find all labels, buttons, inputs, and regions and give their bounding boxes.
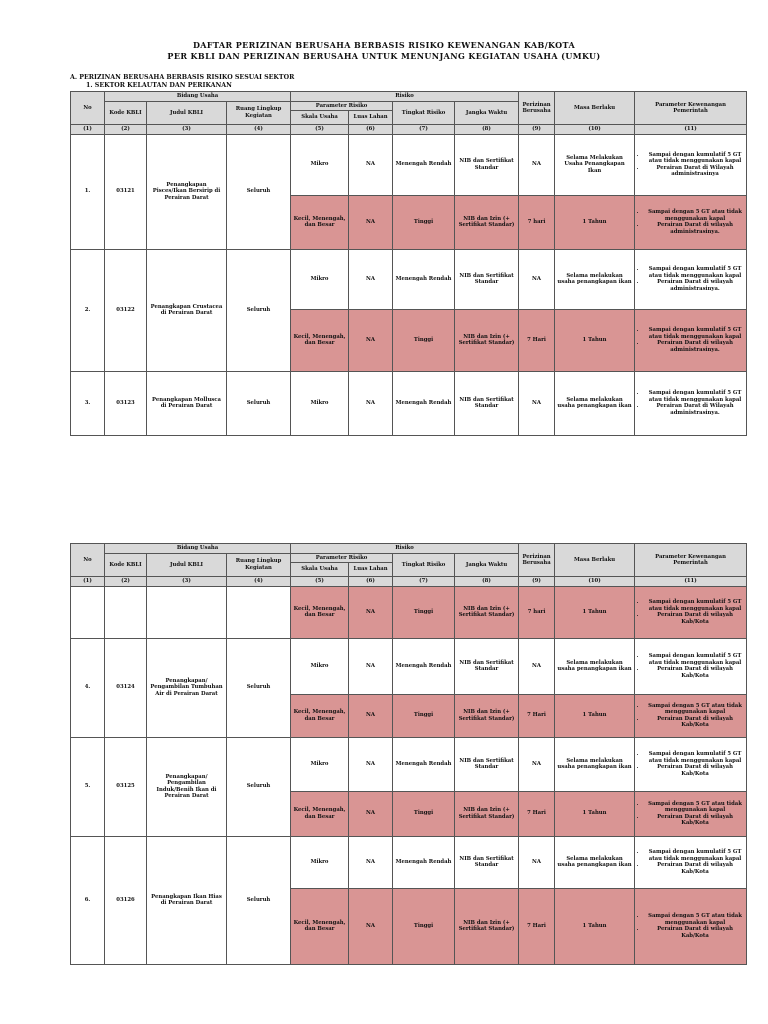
col-num: (11) bbox=[635, 125, 747, 135]
skala-usaha: Kecil, Menengah, dan Besar bbox=[291, 586, 349, 638]
masa-berlaku: 1 Tahun bbox=[555, 791, 635, 836]
masa-berlaku: Selama melakukan usaha penangkapan ikan bbox=[555, 371, 635, 435]
tingkat-risiko: Menengah Rendah bbox=[393, 134, 455, 195]
header-masa-berlaku: Masa Berlaku bbox=[555, 544, 635, 577]
row-no: 2. bbox=[71, 249, 105, 371]
parameter-kewenangan bbox=[635, 249, 747, 309]
col-num: (1) bbox=[71, 125, 105, 135]
param-item: • Sampai dengan kumulatif 5 GT atau tidak menggunakan kapal bbox=[646, 599, 744, 612]
col-num: (3) bbox=[147, 125, 227, 135]
row-no bbox=[71, 586, 105, 638]
param-item: • Sampai dengan 5 GT atau tidak menggunakan kapal bbox=[646, 703, 744, 716]
header-parameter-risiko: Parameter Risiko bbox=[291, 553, 393, 563]
perizinan-berusaha: NIB dan Izin (+ Sertifikat Standar) bbox=[455, 309, 519, 371]
row-no: 3. bbox=[71, 371, 105, 435]
luas-lahan: NA bbox=[349, 586, 393, 638]
jangka-waktu: NA bbox=[519, 134, 555, 195]
tingkat-risiko: Menengah Rendah bbox=[393, 249, 455, 309]
skala-usaha: Kecil, Menengah, dan Besar bbox=[291, 694, 349, 737]
header-perizinan: Perizinan Berusaha bbox=[519, 92, 555, 125]
col-num: (7) bbox=[393, 125, 455, 135]
judul-kbli: Penangkapan Pisces/Ikan Bersirip di Perairan Darat bbox=[147, 134, 227, 249]
table-row bbox=[71, 134, 747, 195]
skala-usaha: Kecil, Menengah, dan Besar bbox=[291, 791, 349, 836]
table-row bbox=[71, 249, 747, 309]
parameter-kewenangan bbox=[635, 195, 747, 249]
jangka-waktu: NA bbox=[519, 836, 555, 888]
luas-lahan: NA bbox=[349, 371, 393, 435]
permit-table-2 bbox=[70, 543, 747, 965]
masa-berlaku: 1 Tahun bbox=[555, 888, 635, 964]
luas-lahan: NA bbox=[349, 888, 393, 964]
perizinan-berusaha: NIB dan Izin (+ Sertifikat Standar) bbox=[455, 888, 519, 964]
skala-usaha: Kecil, Menengah, dan Besar bbox=[291, 195, 349, 249]
skala-usaha: Kecil, Menengah, dan Besar bbox=[291, 309, 349, 371]
parameter-kewenangan bbox=[635, 791, 747, 836]
masa-berlaku: 1 Tahun bbox=[555, 195, 635, 249]
header-tingkat-risiko: Tingkat Risiko bbox=[393, 553, 455, 577]
parameter-kewenangan bbox=[635, 888, 747, 964]
row-no: 1. bbox=[71, 134, 105, 249]
judul-kbli: Penangkapan Crustacea di Perairan Darat bbox=[147, 249, 227, 371]
luas-lahan: NA bbox=[349, 638, 393, 694]
jangka-waktu: 7 Hari bbox=[519, 791, 555, 836]
masa-berlaku: Selama melakukan usaha penangkapan ikan bbox=[555, 836, 635, 888]
parameter-kewenangan bbox=[635, 638, 747, 694]
kode-kbli: 03121 bbox=[105, 134, 147, 249]
col-num: (10) bbox=[555, 125, 635, 135]
masa-berlaku: Selama melakukan usaha penangkapan ikan bbox=[555, 737, 635, 791]
table-row bbox=[71, 371, 747, 435]
param-item: • Perairan Darat di Wilayah administrasinya bbox=[646, 165, 744, 178]
header-kode-kbli: Kode KBLI bbox=[105, 553, 147, 577]
param-item: • Perairan Darat di wilayah Kab/Kota bbox=[646, 612, 744, 625]
param-item: • Perairan Darat di wilayah Kab/Kota bbox=[646, 814, 744, 827]
table-row bbox=[71, 836, 747, 888]
kode-kbli: 03126 bbox=[105, 836, 147, 964]
tingkat-risiko: Tinggi bbox=[393, 791, 455, 836]
masa-berlaku: Selama melakukan usaha penangkapan ikan bbox=[555, 249, 635, 309]
skala-usaha: Mikro bbox=[291, 134, 349, 195]
param-item: • Sampai dengan kumulatif 5 GT atau tidak menggunakan kapal bbox=[646, 390, 744, 403]
parameter-kewenangan bbox=[635, 737, 747, 791]
masa-berlaku: 1 Tahun bbox=[555, 586, 635, 638]
skala-usaha: Kecil, Menengah, dan Besar bbox=[291, 888, 349, 964]
row-no: 6. bbox=[71, 836, 105, 964]
col-num: (9) bbox=[519, 125, 555, 135]
luas-lahan: NA bbox=[349, 249, 393, 309]
jangka-waktu: 7 Hari bbox=[519, 888, 555, 964]
skala-usaha: Mikro bbox=[291, 836, 349, 888]
col-num: (7) bbox=[393, 577, 455, 587]
col-num: (8) bbox=[455, 577, 519, 587]
param-item: • Perairan Darat di wilayah administrasinya. bbox=[646, 222, 744, 235]
jangka-waktu: NA bbox=[519, 371, 555, 435]
perizinan-berusaha: NIB dan Sertifikat Standar bbox=[455, 737, 519, 791]
perizinan-berusaha: NIB dan Sertifikat Standar bbox=[455, 249, 519, 309]
table-row bbox=[71, 737, 747, 791]
perizinan-berusaha: NIB dan Izin (+ Sertifikat Standar) bbox=[455, 694, 519, 737]
skala-usaha: Mikro bbox=[291, 737, 349, 791]
col-num: (9) bbox=[519, 577, 555, 587]
row-no: 4. bbox=[71, 638, 105, 737]
tingkat-risiko: Menengah Rendah bbox=[393, 371, 455, 435]
jangka-waktu: 7 Hari bbox=[519, 694, 555, 737]
header-luas-lahan: Luas Lahan bbox=[349, 563, 393, 577]
tingkat-risiko: Tinggi bbox=[393, 309, 455, 371]
param-item: • Sampai dengan 5 GT atau tidak menggunakan kapal bbox=[646, 209, 744, 222]
luas-lahan: NA bbox=[349, 195, 393, 249]
param-item: • Sampai dengan kumulatif 5 GT atau tidak menggunakan kapal bbox=[646, 152, 744, 165]
judul-kbli: Penangkapan/ Pengambilan Induk/Benih Ikan di Perairan Darat bbox=[147, 737, 227, 836]
jangka-waktu: NA bbox=[519, 638, 555, 694]
tingkat-risiko: Menengah Rendah bbox=[393, 737, 455, 791]
jangka-waktu: 7 Hari bbox=[519, 309, 555, 371]
header-no: No bbox=[71, 92, 105, 125]
header-judul-kbli: Judul KBLI bbox=[147, 101, 227, 125]
luas-lahan: NA bbox=[349, 737, 393, 791]
permit-table-1 bbox=[70, 91, 747, 436]
perizinan-berusaha: NIB dan Izin (+ Sertifikat Standar) bbox=[455, 586, 519, 638]
table-row bbox=[71, 638, 747, 694]
param-item: • Perairan Darat di Wilayah administrasinya. bbox=[646, 403, 744, 416]
judul-kbli bbox=[147, 586, 227, 638]
param-item: • Perairan Darat di wilayah administrasinya. bbox=[646, 279, 744, 292]
luas-lahan: NA bbox=[349, 309, 393, 371]
header-luas-lahan: Luas Lahan bbox=[349, 111, 393, 125]
header-perizinan: Perizinan Berusaha bbox=[519, 544, 555, 577]
param-item: • Sampai dengan 5 GT atau tidak menggunakan kapal bbox=[646, 801, 744, 814]
col-num: (11) bbox=[635, 577, 747, 587]
col-num: (4) bbox=[227, 125, 291, 135]
luas-lahan: NA bbox=[349, 134, 393, 195]
header-bidang-usaha: Bidang Usaha bbox=[105, 544, 291, 554]
header-risiko: Risiko bbox=[291, 92, 519, 102]
table-row bbox=[71, 586, 747, 638]
ruang-lingkup: Seluruh bbox=[227, 371, 291, 435]
col-num: (3) bbox=[147, 577, 227, 587]
col-num: (6) bbox=[349, 577, 393, 587]
col-num: (8) bbox=[455, 125, 519, 135]
param-item: • Sampai dengan 5 GT atau tidak menggunakan kapal bbox=[646, 913, 744, 926]
parameter-kewenangan bbox=[635, 586, 747, 638]
tingkat-risiko: Menengah Rendah bbox=[393, 836, 455, 888]
param-item: • Sampai dengan kumulatif 5 GT atau tidak menggunakan kapal bbox=[646, 653, 744, 666]
masa-berlaku: Selama Melakukan Usaha Penangkapan Ikan bbox=[555, 134, 635, 195]
param-item: • Sampai dengan kumulatif 5 GT atau tidak menggunakan kapal bbox=[646, 849, 744, 862]
col-num: (6) bbox=[349, 125, 393, 135]
col-num: (2) bbox=[105, 577, 147, 587]
kode-kbli: 03124 bbox=[105, 638, 147, 737]
luas-lahan: NA bbox=[349, 791, 393, 836]
judul-kbli: Penangkapan Ikan Hias di Perairan Darat bbox=[147, 836, 227, 964]
header-ruang-lingkup: Ruang Lingkup Kegiatan bbox=[227, 101, 291, 125]
perizinan-berusaha: NIB dan Sertifikat Standar bbox=[455, 638, 519, 694]
document-title-line-2: PER KBLI DAN PERIZINAN BERUSAHA UNTUK MENUNJANG KEGIATAN USAHA (UMKU) bbox=[167, 51, 601, 61]
col-num: (5) bbox=[291, 577, 349, 587]
tingkat-risiko: Menengah Rendah bbox=[393, 638, 455, 694]
header-judul-kbli: Judul KBLI bbox=[147, 553, 227, 577]
col-num: (4) bbox=[227, 577, 291, 587]
col-num: (10) bbox=[555, 577, 635, 587]
ruang-lingkup: Seluruh bbox=[227, 249, 291, 371]
parameter-kewenangan bbox=[635, 371, 747, 435]
parameter-kewenangan bbox=[635, 309, 747, 371]
ruang-lingkup: Seluruh bbox=[227, 737, 291, 836]
parameter-kewenangan bbox=[635, 134, 747, 195]
param-item: • Sampai dengan kumulatif 5 GT atau tidak menggunakan kapal bbox=[646, 751, 744, 764]
masa-berlaku: 1 Tahun bbox=[555, 694, 635, 737]
param-item: • Perairan Darat di wilayah Kab/Kota bbox=[646, 716, 744, 729]
jangka-waktu: NA bbox=[519, 249, 555, 309]
skala-usaha: Mikro bbox=[291, 249, 349, 309]
header-parameter-kewenangan: Parameter Kewenangan Pemerintah bbox=[635, 92, 747, 125]
parameter-kewenangan bbox=[635, 836, 747, 888]
kode-kbli: 03123 bbox=[105, 371, 147, 435]
param-item: • Perairan Darat di wilayah Kab/Kota bbox=[646, 926, 744, 939]
perizinan-berusaha: NIB dan Izin (+ Sertifikat Standar) bbox=[455, 195, 519, 249]
luas-lahan: NA bbox=[349, 694, 393, 737]
perizinan-berusaha: NIB dan Izin (+ Sertifikat Standar) bbox=[455, 791, 519, 836]
header-tingkat-risiko: Tingkat Risiko bbox=[393, 101, 455, 125]
masa-berlaku: 1 Tahun bbox=[555, 309, 635, 371]
perizinan-berusaha: NIB dan Sertifikat Standar bbox=[455, 836, 519, 888]
param-item: • Perairan Darat di wilayah Kab/Kota bbox=[646, 764, 744, 777]
kode-kbli: 03122 bbox=[105, 249, 147, 371]
header-kode-kbli: Kode KBLI bbox=[105, 101, 147, 125]
document-title-line-1: DAFTAR PERIZINAN BERUSAHA BERBASIS RISIKO KEWENANGAN KAB/KOTA bbox=[192, 40, 576, 50]
tingkat-risiko: Tinggi bbox=[393, 586, 455, 638]
param-item: • Sampai dengan kumulatif 5 GT atau tidak menggunakan kapal bbox=[646, 266, 744, 279]
header-skala-usaha: Skala Usaha bbox=[291, 563, 349, 577]
header-masa-berlaku: Masa Berlaku bbox=[555, 92, 635, 125]
skala-usaha: Mikro bbox=[291, 638, 349, 694]
row-no: 5. bbox=[71, 737, 105, 836]
header-parameter-risiko: Parameter Risiko bbox=[291, 101, 393, 111]
jangka-waktu: 7 hari bbox=[519, 586, 555, 638]
ruang-lingkup: Seluruh bbox=[227, 638, 291, 737]
col-num: (5) bbox=[291, 125, 349, 135]
masa-berlaku: Selama melakukan usaha penangkapan ikan bbox=[555, 638, 635, 694]
header-jangka-waktu: Jangka Waktu bbox=[455, 101, 519, 125]
param-item: • Perairan Darat di wilayah Kab/Kota bbox=[646, 862, 744, 875]
col-num: (1) bbox=[71, 577, 105, 587]
header-ruang-lingkup: Ruang Lingkup Kegiatan bbox=[227, 553, 291, 577]
param-item: • Perairan Darat di wilayah administrasinya. bbox=[646, 340, 744, 353]
perizinan-berusaha: NIB dan Sertifikat Standar bbox=[455, 371, 519, 435]
perizinan-berusaha: NIB dan Sertifikat Standar bbox=[455, 134, 519, 195]
header-bidang-usaha: Bidang Usaha bbox=[105, 92, 291, 102]
ruang-lingkup: Seluruh bbox=[227, 836, 291, 964]
luas-lahan: NA bbox=[349, 836, 393, 888]
skala-usaha: Mikro bbox=[291, 371, 349, 435]
header-skala-usaha: Skala Usaha bbox=[291, 111, 349, 125]
param-item: • Perairan Darat di wilayah Kab/Kota bbox=[646, 666, 744, 679]
col-num: (2) bbox=[105, 125, 147, 135]
tingkat-risiko: Tinggi bbox=[393, 694, 455, 737]
header-no: No bbox=[71, 544, 105, 577]
tingkat-risiko: Tinggi bbox=[393, 888, 455, 964]
jangka-waktu: 7 hari bbox=[519, 195, 555, 249]
param-item: • Sampai dengan kumulatif 5 GT atau tidak menggunakan kapal bbox=[646, 327, 744, 340]
ruang-lingkup bbox=[227, 586, 291, 638]
ruang-lingkup: Seluruh bbox=[227, 134, 291, 249]
header-parameter-kewenangan: Parameter Kewenangan Pemerintah bbox=[635, 544, 747, 577]
header-jangka-waktu: Jangka Waktu bbox=[455, 553, 519, 577]
subsection-heading: 1. SEKTOR KELAUTAN DAN PERIKANAN bbox=[86, 82, 232, 89]
section-heading: A. PERIZINAN BERUSAHA BERBASIS RISIKO SESUAI SEKTOR bbox=[70, 74, 295, 81]
kode-kbli: 03125 bbox=[105, 737, 147, 836]
kode-kbli bbox=[105, 586, 147, 638]
header-risiko: Risiko bbox=[291, 544, 519, 554]
tingkat-risiko: Tinggi bbox=[393, 195, 455, 249]
parameter-kewenangan bbox=[635, 694, 747, 737]
judul-kbli: Penangkapan Mollusca di Perairan Darat bbox=[147, 371, 227, 435]
jangka-waktu: NA bbox=[519, 737, 555, 791]
judul-kbli: Penangkapan/ Pengambilan Tumbuhan Air di Perairan Darat bbox=[147, 638, 227, 737]
